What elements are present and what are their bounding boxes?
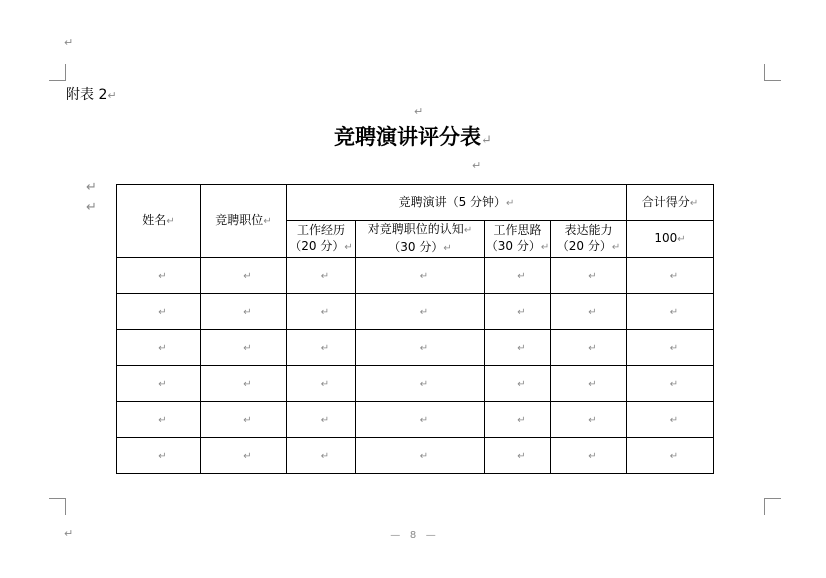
score-cell[interactable] (287, 366, 356, 402)
paragraph-mark: ↵ (243, 342, 252, 354)
paragraph-mark: ↵ (588, 450, 597, 462)
header-criterion: 对竞聘职位的认知↵ （30 分）↵ (356, 221, 485, 258)
score-cell[interactable] (356, 438, 485, 474)
margin-corner-bottom-left (49, 498, 66, 515)
score-cell[interactable] (117, 402, 201, 438)
margin-corner-top-right (764, 64, 781, 81)
paragraph-mark: ↵ (243, 306, 252, 318)
table-row (117, 438, 714, 474)
margin-corner-top-left (49, 64, 66, 81)
score-cell[interactable] (627, 438, 714, 474)
score-cell[interactable] (627, 402, 714, 438)
header-criterion: 工作经历 （20 分）↵ (287, 221, 356, 258)
score-cell[interactable] (485, 294, 551, 330)
paragraph-mark: ↵ (481, 133, 492, 148)
paragraph-mark: ↵ (588, 414, 597, 426)
paragraph-mark: ↵ (669, 378, 679, 390)
score-cell[interactable] (551, 438, 627, 474)
paragraph-mark: ↵ (611, 242, 621, 253)
score-cell[interactable] (356, 402, 485, 438)
score-cell[interactable] (287, 438, 356, 474)
paragraph-mark: ↵ (419, 450, 429, 462)
score-cell[interactable] (551, 330, 627, 366)
score-cell[interactable] (356, 258, 485, 294)
header-criterion: 工作思路 （30 分）↵ (485, 221, 551, 258)
score-cell[interactable] (627, 330, 714, 366)
score-cell[interactable] (551, 402, 627, 438)
score-cell[interactable] (551, 366, 627, 402)
score-cell[interactable] (356, 294, 485, 330)
paragraph-mark: ↵ (243, 450, 252, 462)
score-cell[interactable] (551, 258, 627, 294)
paragraph-mark: ↵ (344, 242, 353, 253)
paragraph-mark: ↵ (419, 414, 429, 426)
total-score-value: 100↵ (627, 221, 714, 258)
paragraph-mark: ↵ (506, 197, 515, 209)
score-cell[interactable] (117, 438, 201, 474)
score-cell[interactable] (356, 366, 485, 402)
score-cell[interactable] (117, 366, 201, 402)
attachment-label-text: 附表 2 (66, 87, 108, 103)
header-speech-group: 竞聘演讲（5 分钟）↵ (287, 185, 627, 221)
paragraph-mark: ↵ (64, 527, 74, 540)
paragraph-mark: ↵ (86, 200, 97, 215)
paragraph-mark: ↵ (320, 306, 330, 318)
paragraph-mark: ↵ (419, 270, 429, 282)
paragraph-mark: ↵ (419, 342, 429, 354)
score-table (116, 184, 714, 474)
paragraph-mark: ↵ (677, 234, 686, 245)
paragraph-mark: ↵ (158, 378, 167, 390)
paragraph-mark: ↵ (158, 414, 167, 426)
header-position: 竞聘职位↵ (201, 185, 287, 258)
table-row (117, 366, 714, 402)
score-cell[interactable] (117, 258, 201, 294)
paragraph-mark: ↵ (263, 216, 272, 227)
paragraph-mark: ↵ (669, 414, 679, 426)
paragraph-mark: ↵ (669, 270, 679, 282)
paragraph-mark: ↵ (86, 180, 97, 195)
score-cell[interactable] (117, 330, 201, 366)
score-cell[interactable] (551, 294, 627, 330)
header-criterion: 表达能力 （20 分）↵ (551, 221, 627, 258)
paragraph-mark: ↵ (517, 306, 526, 318)
paragraph-mark: ↵ (517, 342, 526, 354)
paragraph-mark: ↵ (517, 378, 526, 390)
paragraph-mark: ↵ (419, 378, 429, 390)
score-cell[interactable] (627, 366, 714, 402)
score-cell[interactable] (287, 330, 356, 366)
score-cell[interactable] (287, 294, 356, 330)
paragraph-mark: ↵ (463, 225, 473, 236)
paragraph-mark: ↵ (689, 197, 699, 209)
paragraph-mark: ↵ (588, 306, 597, 318)
paragraph-mark: ↵ (669, 342, 679, 354)
paragraph-mark: ↵ (158, 306, 167, 318)
score-cell[interactable] (201, 366, 287, 402)
score-cell[interactable] (201, 330, 287, 366)
page-title-text: 竞聘演讲评分表 (334, 124, 482, 149)
table-row (117, 258, 714, 294)
paragraph-mark: ↵ (669, 306, 679, 318)
table-row (117, 402, 714, 438)
page-footer: — 8 — (390, 530, 436, 541)
paragraph-mark: ↵ (414, 105, 424, 118)
margin-corner-bottom-right (764, 498, 781, 515)
paragraph-mark: ↵ (243, 378, 252, 390)
paragraph-mark: ↵ (158, 342, 167, 354)
score-cell[interactable] (485, 366, 551, 402)
paragraph-mark: ↵ (158, 270, 167, 282)
paragraph-mark: ↵ (419, 306, 429, 318)
paragraph-mark: ↵ (243, 270, 252, 282)
score-cell[interactable] (201, 294, 287, 330)
paragraph-mark: ↵ (443, 243, 452, 254)
paragraph-mark: ↵ (472, 159, 482, 172)
paragraph-mark: ↵ (669, 450, 679, 462)
score-cell[interactable] (485, 330, 551, 366)
score-cell[interactable] (201, 258, 287, 294)
score-cell[interactable] (485, 438, 551, 474)
paragraph-mark: ↵ (320, 342, 330, 354)
paragraph-mark: ↵ (320, 270, 330, 282)
paragraph-mark: ↵ (588, 342, 597, 354)
score-cell[interactable] (485, 258, 551, 294)
paragraph-mark: ↵ (107, 89, 117, 102)
score-cell[interactable] (356, 330, 485, 366)
score-cell[interactable] (287, 402, 356, 438)
paragraph-mark: ↵ (243, 414, 252, 426)
score-cell[interactable] (627, 258, 714, 294)
paragraph-mark: ↵ (320, 450, 330, 462)
page-number: 8 (409, 530, 417, 541)
score-cell[interactable] (627, 294, 714, 330)
header-name: 姓名↵ (117, 185, 201, 258)
paragraph-mark: ↵ (158, 450, 167, 462)
paragraph-mark: ↵ (588, 270, 597, 282)
table-row (117, 330, 714, 366)
paragraph-mark: ↵ (517, 414, 526, 426)
header-total: 合计得分↵ (627, 185, 714, 221)
score-cell[interactable] (287, 258, 356, 294)
score-cell[interactable] (117, 294, 201, 330)
paragraph-mark: ↵ (320, 414, 330, 426)
paragraph-mark: ↵ (540, 242, 550, 253)
paragraph-mark: ↵ (517, 270, 526, 282)
score-cell[interactable] (201, 438, 287, 474)
paragraph-mark: ↵ (588, 378, 597, 390)
paragraph-mark: ↵ (166, 216, 175, 227)
paragraph-mark: ↵ (320, 378, 330, 390)
score-cell[interactable] (485, 402, 551, 438)
table-row (117, 294, 714, 330)
score-cell[interactable] (201, 402, 287, 438)
attachment-label (66, 84, 117, 104)
paragraph-mark: ↵ (517, 450, 526, 462)
page-title (0, 121, 826, 151)
paragraph-mark: ↵ (64, 36, 74, 49)
